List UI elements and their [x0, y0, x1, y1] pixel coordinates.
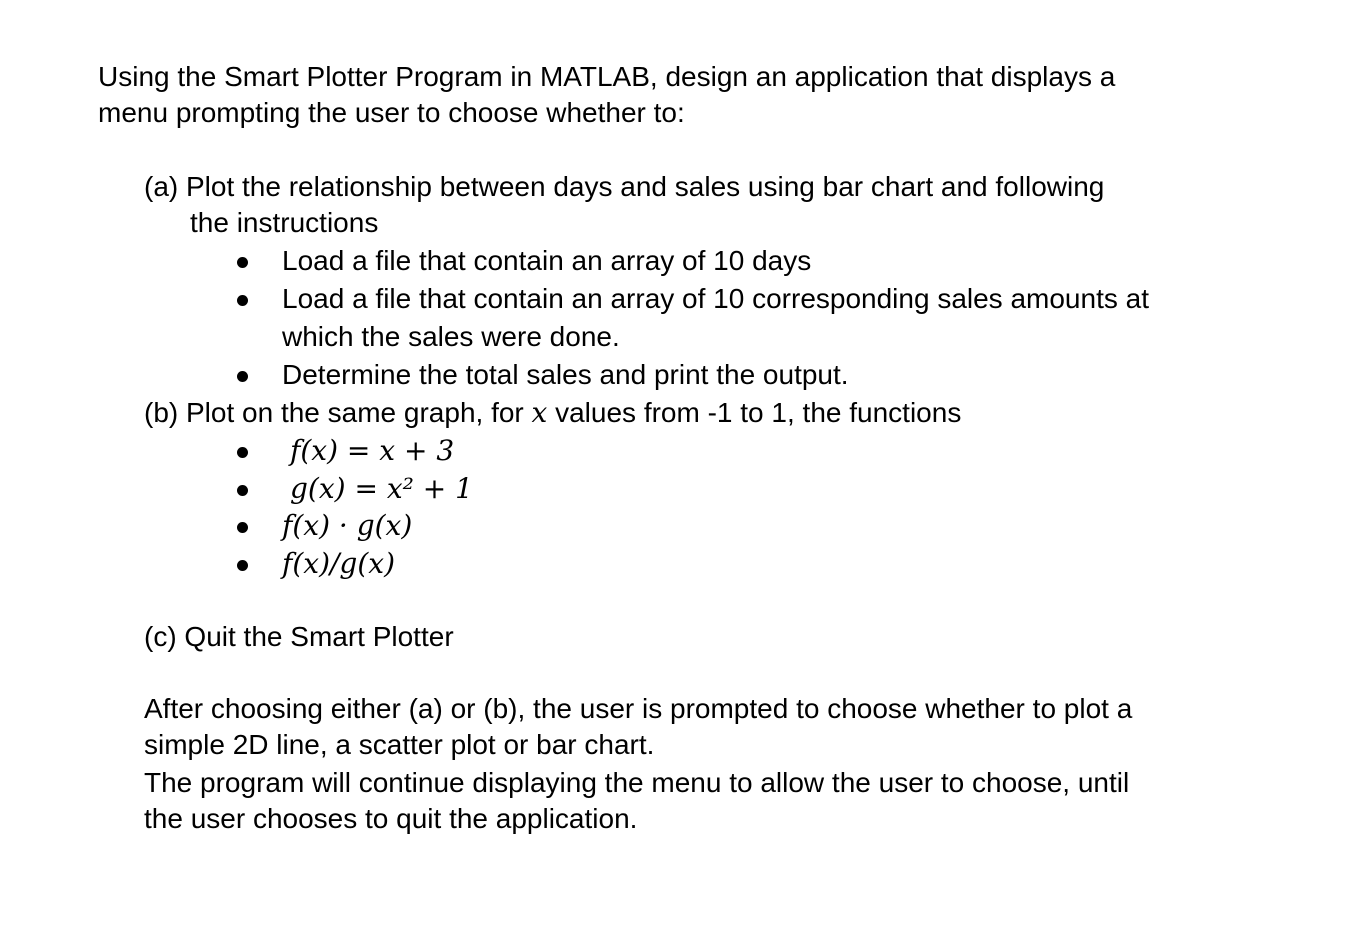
option-a-line-1: (a) Plot the relationship between days and sales using bar chart and following	[144, 171, 1105, 202]
function-g: g(x) = x² + 1	[290, 472, 473, 505]
option-b-variable: x	[531, 396, 548, 429]
closing-line-4: the user chooses to quit the application.	[144, 803, 638, 834]
bullet-icon	[237, 257, 248, 268]
option-a-bullet-3: Determine the total sales and print the output.	[282, 359, 849, 390]
bullet-icon	[237, 295, 248, 306]
option-a-bullet-1: Load a file that contain an array of 10 days	[282, 245, 812, 276]
closing-line-3: The program will continue displaying the menu to allow the user to choose, until	[144, 767, 1130, 798]
closing-line-2: simple 2D line, a scatter plot or bar chart.	[144, 729, 655, 760]
closing-line-1: After choosing either (a) or (b), the user is prompted to choose whether to plot a	[144, 693, 1133, 724]
option-b-line-1	[144, 395, 961, 431]
bullet-icon	[237, 522, 248, 533]
option-b-suffix: values from -1 to 1, the functions	[547, 397, 962, 428]
intro-line-2: menu prompting the user to choose whether to:	[98, 97, 685, 128]
bullet-icon	[237, 560, 248, 571]
bullet-icon	[237, 447, 248, 458]
function-f: f(x) = x + 3	[290, 434, 455, 467]
option-a-bullet-2: Load a file that contain an array of 10 corresponding sales amounts at	[282, 283, 1149, 314]
intro-line-1: Using the Smart Plotter Program in MATLAB, design an application that displays a	[98, 61, 1116, 92]
bullet-icon	[237, 485, 248, 496]
option-b-prefix: (b) Plot on the same graph, for	[144, 397, 532, 428]
option-c-line-1: (c) Quit the Smart Plotter	[144, 621, 454, 652]
function-product: f(x) · g(x)	[282, 509, 413, 542]
option-a-line-2: the instructions	[190, 207, 379, 238]
option-a-bullet-2-continued: which the sales were done.	[282, 321, 620, 352]
function-quotient: f(x)/g(x)	[282, 547, 395, 580]
bullet-icon	[237, 371, 248, 382]
